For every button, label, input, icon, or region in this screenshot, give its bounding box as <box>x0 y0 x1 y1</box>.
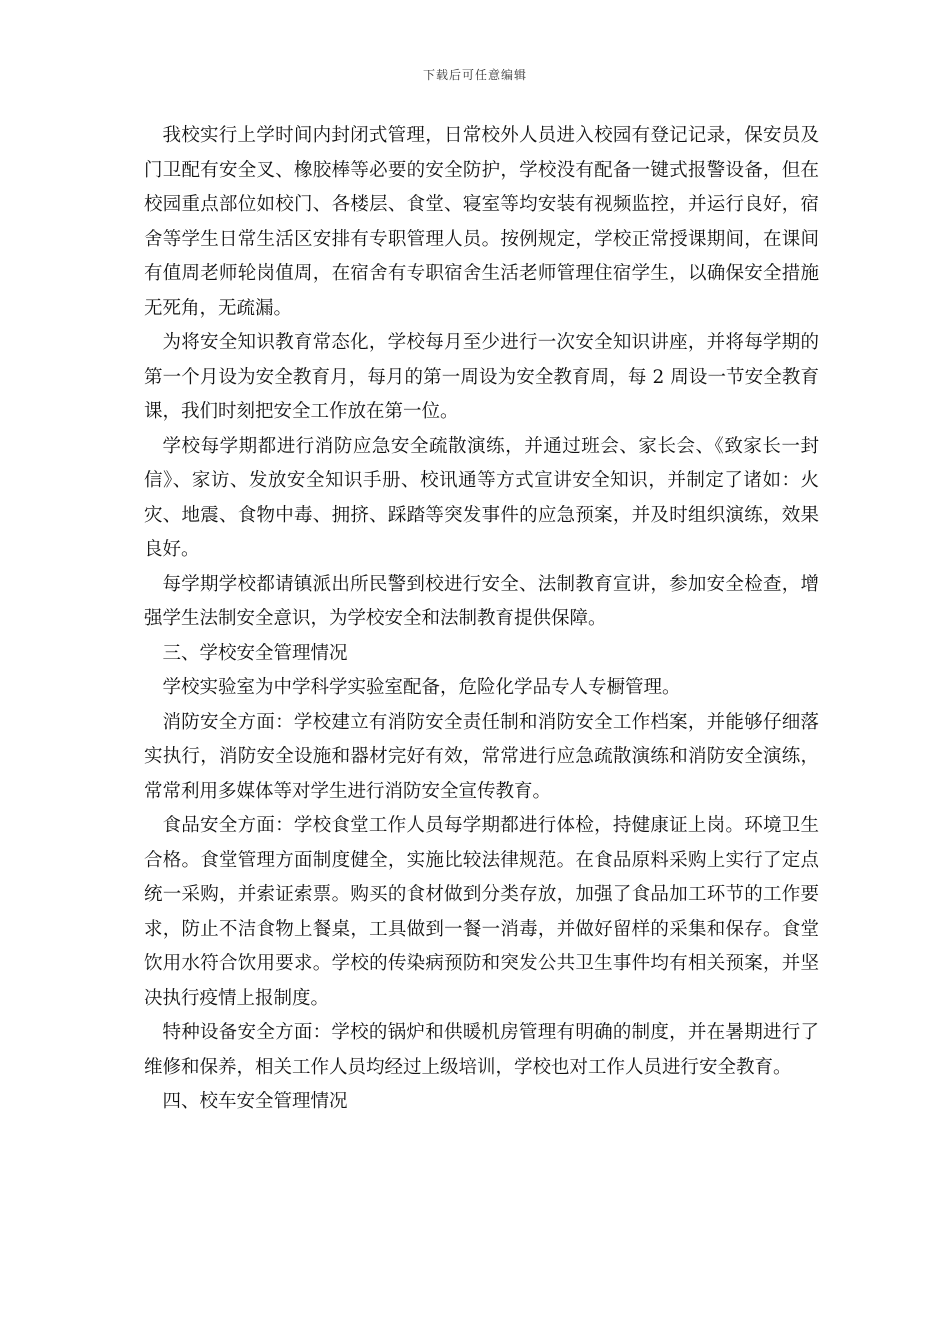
paragraph-campus-security: 我校实行上学时间内封闭式管理，日常校外人员进入校园有登记记录，保安员及门卫配有安全叉、橡胶棒等必要的安全防护，学校没有配备一键式报警设备，但在校园重点部位如校门、各楼层、食堂、寝室等均安装有视频监控，并运行良好，宿舍等学生日常生活区安排有专职管理人员。按例规定，学校正常授课期间，在课间有值周老师轮岗值周，在宿舍有专职宿舍生活老师管理住宿学生，以确保安全措施无死角，无疏漏。 <box>144 125 819 319</box>
document-body <box>144 119 819 1120</box>
paragraph-laboratory: 学校实验室为中学科学实验室配备，危险化学品专人专橱管理。 <box>162 677 681 698</box>
paragraph-fire-safety: 消防安全方面：学校建立有消防安全责任制和消防安全工作档案，并能够仔细落实执行，消防安全设施和器材完好有效，常常进行应急疏散演练和消防安全演练，常常利用多媒体等对学生进行消防安全宣传教育。 <box>144 711 819 802</box>
section-heading-school-safety: 三、学校安全管理情况 <box>162 642 348 664</box>
paragraph-food-safety: 食品安全方面：学校食堂工作人员每学期都进行体检，持健康证上岗。环境卫生合格。食堂管理方面制度健全，实施比较法律规范。在食品原料采购上实行了定点统一采购，并索证索票。购买的食材做到分类存放，加强了食品加工环节的工作要求，防止不洁食物上餐桌，工具做到一餐一消毒，并做好留样的采集和保存。食堂饮用水符合饮用要求。学校的传染病预防和突发公共卫生事件均有相关预案，并坚决执行疫情上报制度。 <box>144 815 819 1009</box>
header-note: 下载后可任意编辑 <box>422 68 527 82</box>
paragraph-special-equipment: 特种设备安全方面：学校的锅炉和供暖机房管理有明确的制度，并在暑期进行了维修和保养，相关工作人员均经过上级培训，学校也对工作人员进行安全教育。 <box>144 1022 819 1078</box>
paragraph-safety-education: 为将安全知识教育常态化，学校每月至少进行一次安全知识讲座，并将每学期的第一个月设为安全教育月，每月的第一周设为安全教育周，每 2 周设一节安全教育课，我们时刻把安全工作放在第一位。 <box>144 332 819 422</box>
paragraph-police-lectures: 每学期学校都请镇派出所民警到校进行安全、法制教育宣讲，参加安全检查，增强学生法制安全意识，为学校安全和法制教育提供保障。 <box>144 573 819 629</box>
paragraph-evacuation-drills: 学校每学期都进行消防应急安全疏散演练，并通过班会、家长会、《致家长一封信》、家访、发放安全知识手册、校讯通等方式宣讲安全知识，并制定了诸如：火灾、地震、食物中毒、拥挤、踩踏等突发事件的应急预案，并及时组织演练，效果良好。 <box>144 435 819 560</box>
section-heading-school-bus: 四、校车安全管理情况 <box>162 1091 348 1112</box>
